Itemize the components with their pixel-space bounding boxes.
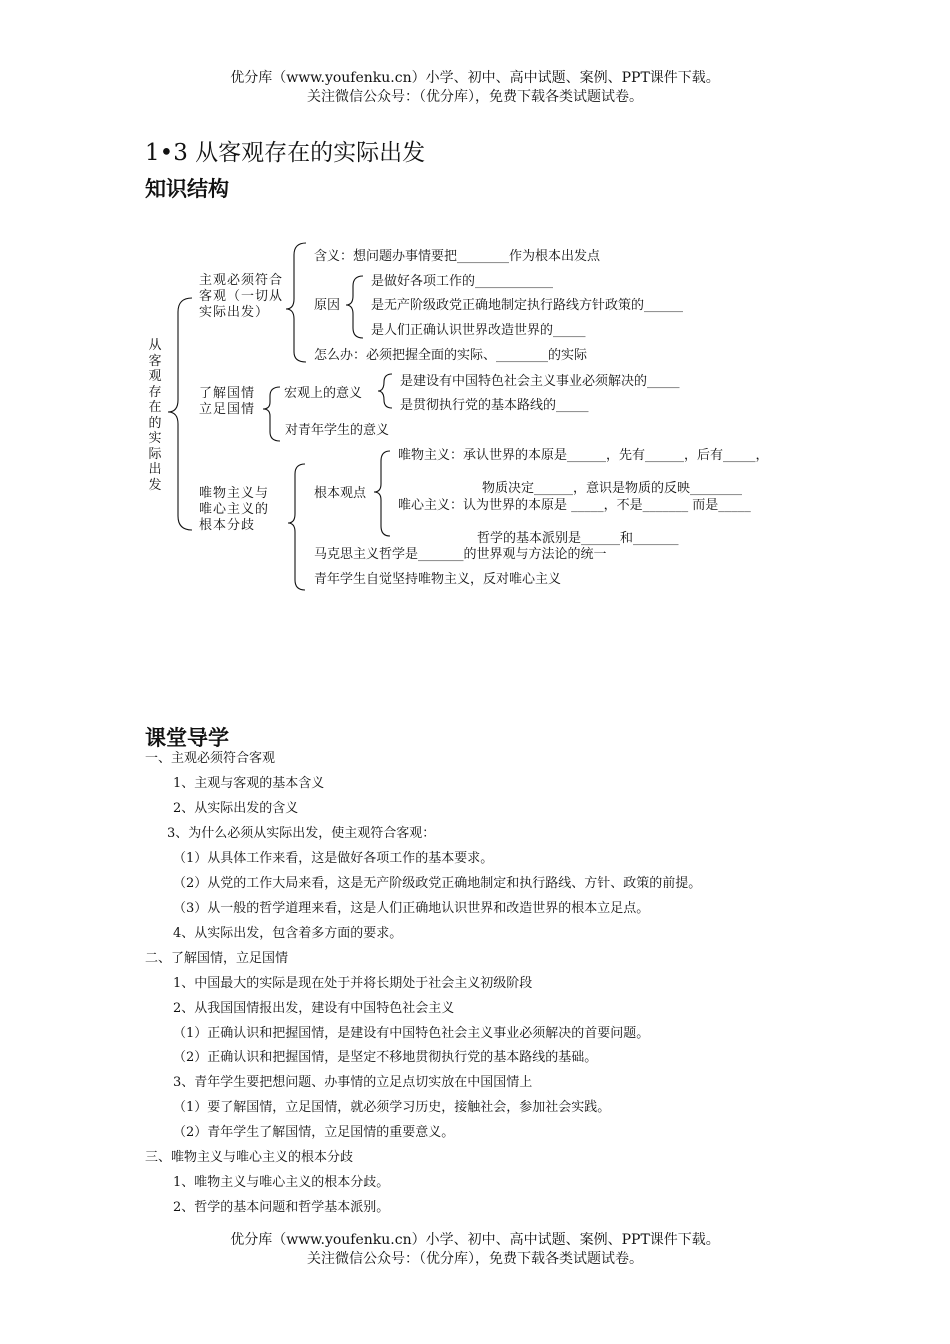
guide-item: 1、中国最大的实际是现在处于并将长期处于社会主义初级阶段: [173, 976, 533, 991]
branch-national-conditions: 了解国情立足国情: [199, 386, 256, 417]
guide-item: （2）正确认识和把握国情，是坚定不移地贯彻执行党的基本路线的基础。: [173, 1050, 598, 1065]
mindmap-root: 从客观存在的实际出发: [148, 338, 162, 493]
guide-item: 1、唯物主义与唯心主义的根本分歧。: [173, 1175, 390, 1190]
guide-item: 3、青年学生要把想问题、办事情的立足点切实放在中国国情上: [173, 1075, 533, 1090]
guide-item: （3）从一般的哲学道理来看，这是人们正确地认识世界和改造世界的根本立足点。: [173, 901, 650, 916]
guide-item: （2）青年学生了解国情，立足国情的重要意义。: [173, 1125, 455, 1140]
guide-item: 3、为什么必须从实际出发，使主观符合客观：: [167, 826, 436, 841]
b2-macro-2: 是贯彻执行党的基本路线的_____: [400, 398, 589, 413]
b1-reason-2: 是无产阶级政党正确地制定执行路线方针政策的______: [371, 298, 684, 313]
b3-marxism: 马克思主义哲学是_______的世界观与方法论的统一: [314, 547, 607, 562]
b3-youth: 青年学生自觉坚持唯物主义，反对唯心主义: [314, 572, 562, 587]
b1-reason-1: 是做好各项工作的____________: [371, 274, 554, 289]
b3-materialism-2: 物质决定______，意识是物质的反映________: [482, 481, 743, 496]
b3-schools: 哲学的基本派别是______和_______: [477, 531, 679, 546]
b2-macro-label: 宏观上的意义: [284, 386, 363, 401]
b1-how: 怎么办：必须把握全面的实际、________的实际: [314, 348, 588, 363]
guide-item: （1）正确认识和把握国情，是建设有中国特色社会主义事业必须解决的首要问题。: [173, 1026, 650, 1041]
b3-idealism: 唯心主义：认为世界的本原是 _____，不是_______ 而是_____: [398, 498, 751, 513]
b2-youth: 对青年学生的意义: [285, 423, 390, 438]
section-knowledge-structure: 知识结构: [145, 177, 229, 201]
guide-item: 2、从实际出发的含义: [173, 801, 299, 816]
branch-subjective-objective: 主观必须符合客观（一切从实际出发）: [199, 273, 284, 320]
b1-reason-3: 是人们正确认识世界改造世界的_____: [371, 323, 586, 338]
guide-item: 1、主观与客观的基本含义: [173, 776, 325, 791]
page-title: 1•3 从客观存在的实际出发: [145, 140, 426, 166]
b2-macro-1: 是建设有中国特色社会主义事业必须解决的_____: [400, 374, 680, 389]
guide-heading-2: 二、了解国情，立足国情: [145, 951, 289, 966]
header-line-1: 优分库（www.youfenku.cn）小学、初中、高中试题、案例、PPT课件下载。: [230, 70, 720, 86]
guide-item: 2、从我国国情报出发，建设有中国特色社会主义: [173, 1001, 455, 1016]
guide-item: 2、哲学的基本问题和哲学基本派别。: [173, 1200, 390, 1215]
footer-line-1: 优分库（www.youfenku.cn）小学、初中、高中试题、案例、PPT课件下载。: [230, 1232, 720, 1248]
guide-item: （1）从具体工作来看，这是做好各项工作的基本要求。: [173, 851, 494, 866]
b3-materialism: 唯物主义：承认世界的本原是______，先有______，后有_____，: [398, 448, 769, 463]
b1-reason-label: 原因: [314, 298, 341, 313]
header-line-2: 关注微信公众号：（优分库），免费下载各类试题试卷。: [307, 89, 643, 105]
guide-item: （2）从党的工作大局来看，这是无产阶级政党正确地制定和执行路线、方针、政策的前提。: [173, 876, 702, 891]
section-classroom-guide: 课堂导学: [145, 726, 229, 750]
guide-heading-3: 三、唯物主义与唯心主义的根本分歧: [145, 1150, 354, 1165]
guide-item: （1）要了解国情，立足国情，就必须学习历史，接触社会，参加社会实践。: [173, 1100, 611, 1115]
guide-heading-1: 一、主观必须符合客观: [145, 751, 276, 766]
b3-view-label: 根本观点: [314, 486, 367, 501]
b1-meaning: 含义：想问题办事情要把________作为根本出发点: [314, 249, 601, 264]
guide-item: 4、从实际出发，包含着多方面的要求。: [173, 926, 403, 941]
footer-line-2: 关注微信公众号：（优分库），免费下载各类试题试卷。: [307, 1251, 643, 1267]
branch-materialism-idealism: 唯物主义与唯心主义的根本分歧: [199, 486, 270, 533]
